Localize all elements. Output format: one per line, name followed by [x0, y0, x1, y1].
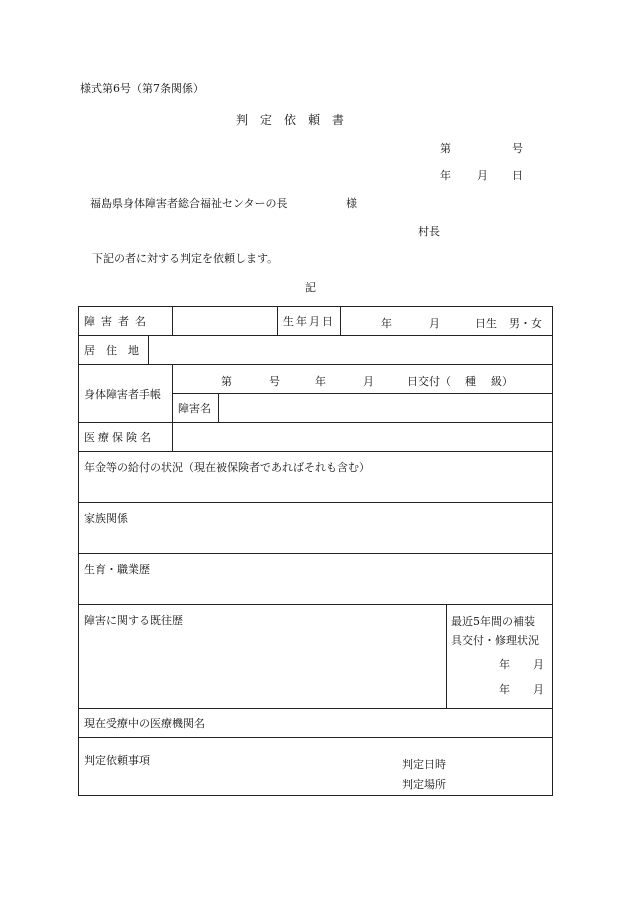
row-name: [79, 307, 553, 336]
address-field[interactable]: [149, 336, 553, 365]
judgment-place-label: 判定場所: [402, 778, 446, 791]
history-cell[interactable]: 生育・職業歴: [79, 554, 553, 605]
row-request-items: [79, 738, 553, 796]
disability-name-field[interactable]: [219, 394, 552, 422]
date-year: 年: [440, 169, 451, 182]
handbook-issued: 日交付（: [407, 375, 451, 388]
equipment-year-2: 年: [499, 683, 510, 696]
address-label: 居 住 地: [79, 336, 149, 365]
number-go: 号: [512, 142, 523, 155]
handbook-grade: 級）: [491, 375, 513, 388]
insurance-label: 医療保険名: [79, 423, 173, 452]
handbook-month: 月: [363, 375, 374, 388]
form-number: 様式第6号（第7条関係）: [80, 82, 204, 95]
birth-month: 月: [429, 317, 440, 330]
date-day: 日: [512, 169, 523, 182]
request-form-table: [78, 306, 553, 796]
request-text: 下記の者に対する判定を依頼します。: [92, 252, 279, 265]
past-history-cell[interactable]: 障害に関する既往歴: [79, 605, 447, 709]
addressee: 福島県身体障害者総合福祉センターの長: [90, 197, 288, 210]
document-title: 判 定 依 頼 書: [236, 113, 345, 127]
handbook-go: 号: [269, 375, 280, 388]
date-month: 月: [477, 169, 488, 182]
row-address: [79, 336, 553, 365]
handbook-number-field[interactable]: [173, 365, 553, 394]
row-insurance: [79, 423, 553, 452]
request-items-cell[interactable]: [79, 738, 553, 796]
request-items-label: 判定依頼事項: [84, 754, 150, 767]
handbook-label: 身体障害者手帳: [79, 365, 173, 423]
row-medical: [79, 709, 553, 738]
family-cell[interactable]: 家族関係: [79, 503, 553, 554]
row-past-history: [79, 605, 553, 709]
number-dai: 第: [440, 142, 451, 155]
sender: 村長: [418, 225, 440, 238]
row-history: [79, 554, 553, 605]
birthdate-field[interactable]: [341, 307, 553, 336]
name-label: 障害者名: [79, 307, 173, 336]
equipment-month-1: 月: [533, 658, 544, 671]
disability-name-label: 障害名: [173, 394, 219, 422]
sex-options[interactable]: 男・女: [509, 317, 542, 330]
pension-cell[interactable]: 年金等の給付の状況（現在被保険者であればそれも含む）: [79, 452, 553, 503]
equipment-cell[interactable]: [447, 605, 553, 709]
name-field[interactable]: [173, 307, 278, 336]
addressee-honorific: 様: [346, 197, 357, 210]
medical-cell[interactable]: 現在受療中の医療機関名: [79, 709, 553, 738]
ki-marker: 記: [305, 281, 316, 294]
birth-day: 日生: [475, 317, 497, 330]
equipment-label-line2: 具交付・修理状況: [451, 634, 539, 647]
equipment-year-1: 年: [499, 658, 510, 671]
birth-year: 年: [381, 317, 392, 330]
equipment-label-line1: 最近5年間の補装: [451, 615, 535, 628]
disability-name-cell[interactable]: [173, 394, 553, 423]
judgment-date-label: 判定日時: [402, 758, 446, 771]
row-handbook: [79, 365, 553, 394]
birthdate-label: 生年月日: [278, 307, 341, 336]
handbook-class: 種: [465, 375, 476, 388]
handbook-dai: 第: [221, 375, 232, 388]
row-pension: [79, 452, 553, 503]
equipment-month-2: 月: [533, 683, 544, 696]
handbook-year: 年: [315, 375, 326, 388]
row-family: [79, 503, 553, 554]
insurance-field[interactable]: [173, 423, 553, 452]
